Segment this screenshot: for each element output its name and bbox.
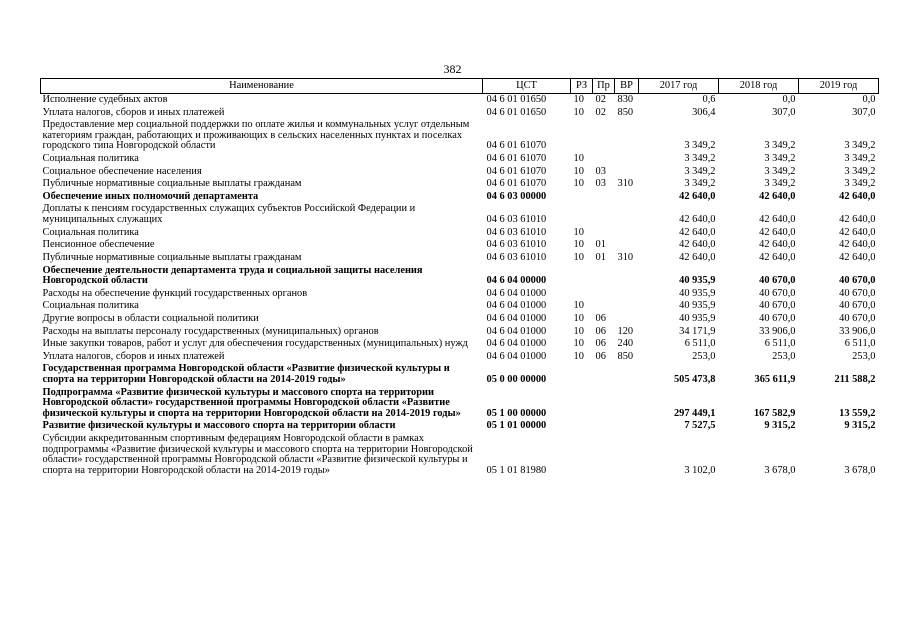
table-row bbox=[41, 227, 879, 240]
table-row bbox=[41, 420, 879, 433]
row-value-2018: 40 670,0 bbox=[759, 287, 796, 299]
row-value-2018: 307,0 bbox=[772, 106, 796, 118]
table-row bbox=[41, 351, 879, 364]
page-number: 382 bbox=[443, 62, 462, 76]
row-name: Социальная политика bbox=[42, 226, 139, 238]
row-value-2019: 13 559,2 bbox=[839, 407, 876, 419]
header-name: Наименование bbox=[41, 79, 483, 94]
row-value-2019: 42 640,0 bbox=[839, 226, 876, 238]
header-pr: Пр bbox=[593, 79, 615, 94]
row-value-2017: 40 935,9 bbox=[679, 300, 716, 312]
row-vr: 830 bbox=[617, 94, 634, 105]
header-year-2017: 2017 год bbox=[639, 79, 719, 94]
row-vr: 120 bbox=[617, 325, 634, 337]
row-rz: 10 bbox=[573, 300, 584, 312]
row-value-2017: 42 640,0 bbox=[679, 251, 716, 263]
row-value-2018: 42 640,0 bbox=[759, 190, 796, 202]
row-pr: 06 bbox=[595, 338, 606, 350]
row-value-2019: 3 349,2 bbox=[844, 178, 876, 190]
row-rz: 10 bbox=[573, 312, 584, 324]
row-value-2019: 3 349,2 bbox=[844, 153, 876, 165]
row-value-2018: 167 582,9 bbox=[753, 407, 796, 419]
row-value-2019: 42 640,0 bbox=[839, 251, 876, 263]
table-row bbox=[41, 239, 879, 252]
row-value-2018: 253,0 bbox=[772, 350, 796, 362]
row-value-2019: 40 670,0 bbox=[839, 275, 876, 287]
row-pr bbox=[593, 203, 615, 226]
budget-table bbox=[40, 78, 879, 478]
row-value-2017: 3 349,2 bbox=[684, 153, 716, 165]
row-cst: 05 0 00 00000 bbox=[486, 374, 547, 386]
row-value-2017: 40 935,9 bbox=[679, 275, 716, 287]
row-value-2019: 40 670,0 bbox=[839, 300, 876, 312]
table-row bbox=[41, 178, 879, 191]
header-vr: ВР bbox=[615, 79, 639, 94]
row-vr bbox=[615, 265, 639, 288]
row-pr: 06 bbox=[595, 325, 606, 337]
row-name: Расходы на обеспечение функций государственных органов bbox=[42, 287, 308, 299]
row-value-2018: 42 640,0 bbox=[759, 251, 796, 263]
row-pr bbox=[593, 387, 615, 421]
row-pr bbox=[593, 300, 615, 313]
row-value-2018: 9 315,2 bbox=[764, 420, 796, 432]
row-name: Другие вопросы в области социальной политики bbox=[42, 312, 259, 324]
header-year-2018: 2018 год bbox=[719, 79, 799, 94]
table-header bbox=[41, 79, 879, 94]
row-pr bbox=[593, 433, 615, 477]
row-value-2018: 42 640,0 bbox=[759, 214, 796, 226]
row-name: Расходы на выплаты персоналу государственных (муниципальных) органов bbox=[42, 325, 379, 337]
row-value-2019: 3 349,2 bbox=[844, 140, 876, 152]
row-value-2019: 42 640,0 bbox=[839, 190, 876, 202]
row-cst: 05 1 00 00000 bbox=[486, 407, 547, 419]
row-pr bbox=[593, 153, 615, 166]
row-vr bbox=[615, 239, 639, 252]
row-value-2018: 33 906,0 bbox=[759, 325, 796, 337]
row-value-2018: 0,0 bbox=[782, 94, 796, 105]
row-rz bbox=[571, 119, 593, 153]
row-value-2017: 3 349,2 bbox=[684, 178, 716, 190]
row-name: Уплата налогов, сборов и иных платежей bbox=[42, 106, 225, 118]
row-value-2017: 297 449,1 bbox=[673, 407, 716, 419]
row-value-2017: 253,0 bbox=[692, 350, 716, 362]
row-value-2019: 253,0 bbox=[852, 350, 876, 362]
row-value-2019: 6 511,0 bbox=[844, 338, 876, 350]
row-cst: 04 6 04 01000 bbox=[486, 338, 547, 350]
row-name: Субсидии аккредитованным спортивным федерациям Новгородской области в рамках подпрограммы «Развитие физической культуры и массового спорта на территории Новгородской области» государственной программы Новгородской области «Развитие физической культуры и спорта на территории Новгородской области на 2014-2019 годы» bbox=[42, 433, 473, 476]
row-vr bbox=[615, 227, 639, 240]
row-cst: 04 6 03 61010 bbox=[486, 251, 547, 263]
row-cst: 04 6 04 00000 bbox=[486, 275, 547, 287]
row-cst: 04 6 01 61070 bbox=[486, 153, 547, 165]
row-rz bbox=[571, 420, 593, 433]
row-name: Социальное обеспечение населения bbox=[42, 165, 202, 177]
row-value-2017: 40 935,9 bbox=[679, 312, 716, 324]
row-vr: 850 bbox=[617, 350, 634, 362]
table-row bbox=[41, 265, 879, 288]
row-rz bbox=[571, 387, 593, 421]
table-row bbox=[41, 166, 879, 179]
row-vr: 310 bbox=[617, 251, 634, 263]
table-body bbox=[41, 94, 879, 478]
row-pr: 01 bbox=[595, 251, 606, 263]
row-value-2018: 42 640,0 bbox=[759, 226, 796, 238]
row-value-2017: 34 171,9 bbox=[679, 325, 716, 337]
row-value-2017: 42 640,0 bbox=[679, 214, 716, 226]
row-name: Уплата налогов, сборов и иных платежей bbox=[42, 350, 225, 362]
row-cst: 04 6 04 01000 bbox=[486, 325, 547, 337]
row-vr bbox=[615, 387, 639, 421]
row-value-2018: 40 670,0 bbox=[759, 312, 796, 324]
row-vr: 240 bbox=[617, 338, 634, 350]
table-row bbox=[41, 300, 879, 313]
row-pr bbox=[593, 265, 615, 288]
table-row bbox=[41, 363, 879, 386]
table-row bbox=[41, 252, 879, 265]
row-vr: 310 bbox=[617, 178, 634, 190]
table-row bbox=[41, 288, 879, 301]
row-cst: 04 6 01 61070 bbox=[486, 178, 547, 190]
row-value-2017: 0,6 bbox=[702, 94, 716, 105]
table-row bbox=[41, 119, 879, 153]
row-pr bbox=[593, 288, 615, 301]
row-rz bbox=[571, 288, 593, 301]
row-vr bbox=[615, 288, 639, 301]
table-row bbox=[41, 338, 879, 351]
header-year-2019: 2019 год bbox=[799, 79, 879, 94]
row-value-2017: 40 935,9 bbox=[679, 287, 716, 299]
header-cst: ЦСТ bbox=[483, 79, 571, 94]
row-value-2019: 3 678,0 bbox=[844, 464, 876, 476]
row-value-2018: 6 511,0 bbox=[764, 338, 796, 350]
row-pr bbox=[593, 191, 615, 204]
row-cst: 04 6 01 01650 bbox=[486, 94, 547, 105]
table-row bbox=[41, 153, 879, 166]
row-name: Публичные нормативные социальные выплаты гражданам bbox=[42, 251, 302, 263]
row-value-2019: 33 906,0 bbox=[839, 325, 876, 337]
row-pr: 06 bbox=[595, 312, 606, 324]
row-name: Иные закупки товаров, работ и услуг для обеспечения государственных (муниципальных) нужд bbox=[42, 338, 468, 350]
row-value-2019: 42 640,0 bbox=[839, 239, 876, 251]
row-name: Социальная политика bbox=[42, 153, 139, 165]
row-rz: 10 bbox=[573, 350, 584, 362]
row-name: Исполнение судебных актов bbox=[42, 94, 168, 105]
row-pr: 02 bbox=[595, 94, 606, 105]
row-cst: 04 6 03 61010 bbox=[486, 226, 547, 238]
row-cst: 05 1 01 00000 bbox=[486, 420, 547, 432]
row-value-2019: 9 315,2 bbox=[844, 420, 876, 432]
row-cst: 04 6 04 01000 bbox=[486, 300, 547, 312]
row-pr: 02 bbox=[595, 106, 606, 118]
row-cst: 04 6 04 01000 bbox=[486, 312, 547, 324]
row-vr bbox=[615, 363, 639, 386]
row-name: Государственная программа Новгородской области «Развитие физической культуры и спорта на территории Новгородской области на 2014-2019 годы» bbox=[42, 363, 450, 386]
row-name: Пенсионное обеспечение bbox=[42, 239, 155, 251]
row-value-2019: 40 670,0 bbox=[839, 312, 876, 324]
row-rz bbox=[571, 203, 593, 226]
table-row bbox=[41, 313, 879, 326]
row-vr: 850 bbox=[617, 106, 634, 118]
row-value-2017: 3 349,2 bbox=[684, 140, 716, 152]
row-cst: 04 6 03 00000 bbox=[486, 190, 547, 202]
row-value-2019: 42 640,0 bbox=[839, 214, 876, 226]
row-cst: 04 6 01 61070 bbox=[486, 165, 547, 177]
row-rz: 10 bbox=[573, 106, 584, 118]
row-value-2017: 6 511,0 bbox=[684, 338, 716, 350]
row-rz: 10 bbox=[573, 153, 584, 165]
row-pr bbox=[593, 227, 615, 240]
row-pr: 03 bbox=[595, 178, 606, 190]
row-vr bbox=[615, 191, 639, 204]
row-cst: 04 6 04 01000 bbox=[486, 350, 547, 362]
row-rz: 10 bbox=[573, 251, 584, 263]
row-value-2018: 365 611,9 bbox=[754, 374, 796, 386]
row-pr: 03 bbox=[595, 165, 606, 177]
row-value-2017: 3 349,2 bbox=[684, 165, 716, 177]
row-vr bbox=[615, 433, 639, 477]
row-value-2019: 307,0 bbox=[852, 106, 876, 118]
row-value-2017: 42 640,0 bbox=[679, 226, 716, 238]
row-vr bbox=[615, 300, 639, 313]
row-name: Развитие физической культуры и массового спорта на территории области bbox=[42, 420, 396, 432]
row-value-2018: 3 349,2 bbox=[764, 165, 796, 177]
row-value-2018: 40 670,0 bbox=[759, 275, 796, 287]
table-row bbox=[41, 94, 879, 107]
row-name: Публичные нормативные социальные выплаты гражданам bbox=[42, 178, 302, 190]
row-name: Доплаты к пенсиям государственных служащих субъектов Российской Федерации и муниципальных служащих bbox=[42, 203, 416, 226]
row-value-2017: 42 640,0 bbox=[679, 190, 716, 202]
row-value-2017: 3 102,0 bbox=[684, 464, 716, 476]
row-rz bbox=[571, 191, 593, 204]
table-row bbox=[41, 433, 879, 477]
row-value-2017: 42 640,0 bbox=[679, 239, 716, 251]
row-rz bbox=[571, 363, 593, 386]
row-value-2018: 42 640,0 bbox=[759, 239, 796, 251]
row-cst: 04 6 03 61010 bbox=[486, 239, 547, 251]
row-value-2018: 3 349,2 bbox=[764, 178, 796, 190]
row-cst: 04 6 01 61070 bbox=[486, 140, 547, 152]
row-value-2018: 3 678,0 bbox=[764, 464, 796, 476]
table-row bbox=[41, 387, 879, 421]
row-cst: 05 1 01 81980 bbox=[486, 464, 547, 476]
row-vr bbox=[615, 166, 639, 179]
row-rz: 10 bbox=[573, 165, 584, 177]
row-rz: 10 bbox=[573, 325, 584, 337]
row-pr: 01 bbox=[595, 239, 606, 251]
row-cst: 04 6 04 01000 bbox=[486, 287, 547, 299]
row-rz: 10 bbox=[573, 226, 584, 238]
header-rz: РЗ bbox=[571, 79, 593, 94]
row-rz: 10 bbox=[573, 178, 584, 190]
row-pr: 06 bbox=[595, 350, 606, 362]
row-rz bbox=[571, 265, 593, 288]
row-cst: 04 6 01 01650 bbox=[486, 106, 547, 118]
table-row bbox=[41, 326, 879, 339]
row-name: Обеспечение иных полномочий департамента bbox=[42, 190, 259, 202]
row-name: Предоставление мер социальной поддержки по оплате жилья и коммунальных услуг отдельным категориям граждан, работающих и проживающих в сельских населенных пунктах и поселках городского типа Новгородской области bbox=[42, 119, 470, 152]
row-value-2018: 40 670,0 bbox=[759, 300, 796, 312]
row-name: Обеспечение деятельности департамента труда и социальной защиты населения Новгородской области bbox=[42, 264, 423, 287]
row-pr bbox=[593, 363, 615, 386]
row-value-2019: 3 349,2 bbox=[844, 165, 876, 177]
row-value-2019: 40 670,0 bbox=[839, 287, 876, 299]
row-name: Подпрограмма «Развитие физической культуры и массового спорта на территории Новгородской области» государственной программы Новгородской области «Развитие физической культуры и спорта на территории Новгородской области на 2014-2019 годы» bbox=[42, 386, 461, 419]
row-value-2018: 3 349,2 bbox=[764, 153, 796, 165]
table-row bbox=[41, 191, 879, 204]
row-rz: 10 bbox=[573, 239, 584, 251]
row-rz bbox=[571, 433, 593, 477]
row-value-2018: 3 349,2 bbox=[764, 140, 796, 152]
row-pr bbox=[593, 119, 615, 153]
row-vr bbox=[615, 203, 639, 226]
table-row bbox=[41, 203, 879, 226]
row-value-2017: 306,4 bbox=[692, 106, 716, 118]
row-value-2019: 0,0 bbox=[862, 94, 876, 105]
row-vr bbox=[615, 420, 639, 433]
row-pr bbox=[593, 420, 615, 433]
row-value-2019: 211 588,2 bbox=[834, 374, 876, 386]
row-rz: 10 bbox=[573, 338, 584, 350]
row-vr bbox=[615, 313, 639, 326]
row-name: Социальная политика bbox=[42, 300, 139, 312]
row-cst: 04 6 03 61010 bbox=[486, 214, 547, 226]
row-value-2017: 505 473,8 bbox=[673, 374, 716, 386]
table-row bbox=[41, 107, 879, 120]
row-vr bbox=[615, 119, 639, 153]
row-vr bbox=[615, 153, 639, 166]
row-rz: 10 bbox=[573, 94, 584, 105]
row-value-2017: 7 527,5 bbox=[684, 420, 716, 432]
